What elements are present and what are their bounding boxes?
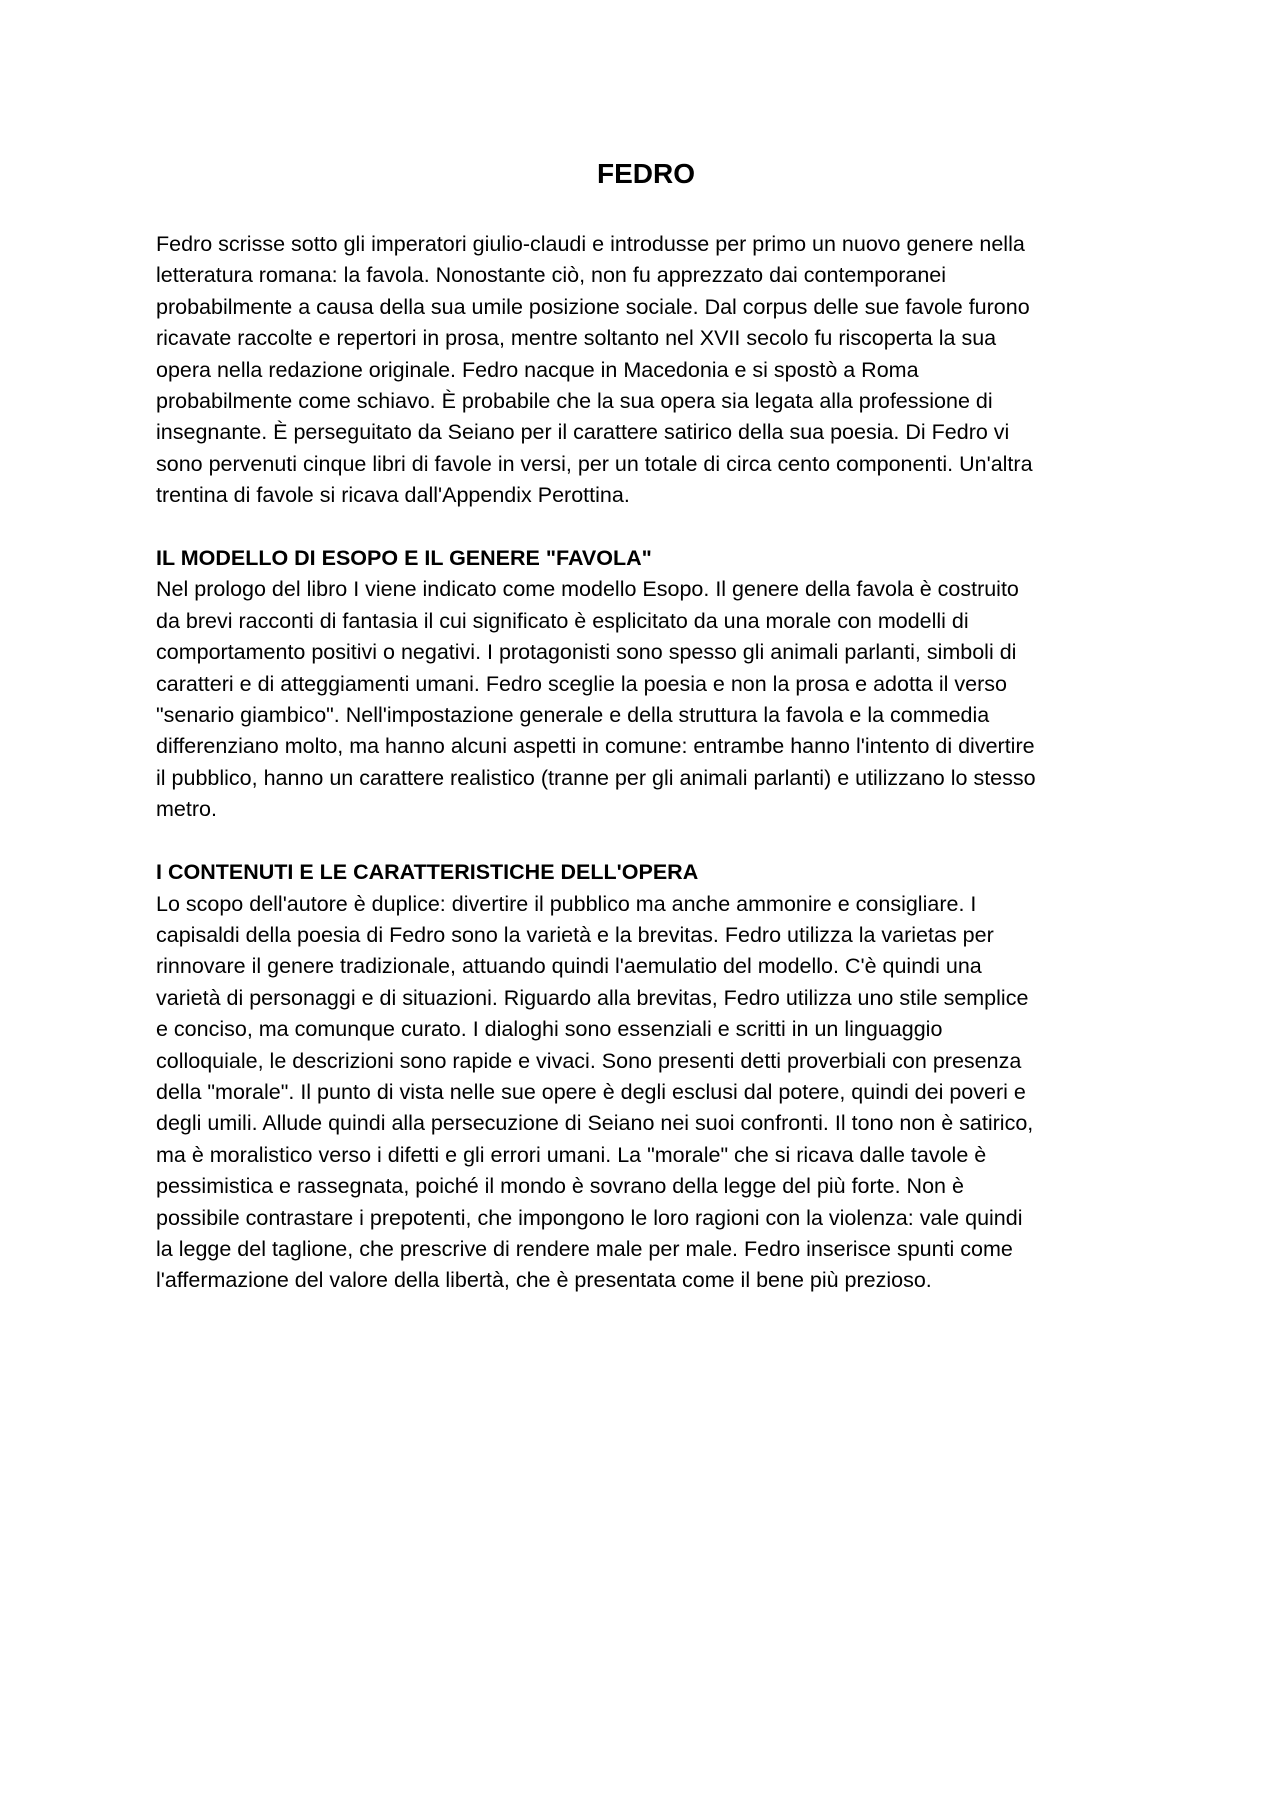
text-line: insegnante. È perseguitato da Seiano per il carattere satirico della sua poesia. Di Fedro vi — [156, 420, 1010, 445]
section-heading: I CONTENUTI E LE CARATTERISTICHE DELL'OPERA — [156, 860, 699, 885]
text-line: e conciso, ma comunque curato. I dialoghi sono essenziali e scritti in un linguaggio — [156, 1017, 943, 1042]
text-line: capisaldi della poesia di Fedro sono la varietà e la brevitas. Fedro utilizza la varietas per — [156, 922, 994, 947]
text-line: l'affermazione del valore della libertà, che è presentata come il bene più prezioso. — [156, 1268, 932, 1293]
text-line: della "morale". Il punto di vista nelle sue opere è degli esclusi dal potere, quindi dei poveri e — [156, 1079, 1026, 1104]
intro-paragraph — [156, 229, 1136, 512]
text-line: ma è moralistico verso i difetti e gli errori umani. La "morale" che si ricava dalle tavole è — [156, 1142, 987, 1167]
section-paragraph — [156, 889, 1136, 1297]
text-line: probabilmente come schiavo. È probabile che la sua opera sia legata alla professione di — [156, 389, 993, 414]
text-line: il pubblico, hanno un carattere realistico (tranne per gli animali parlanti) e utilizzano lo stesso — [156, 765, 1036, 790]
text-line: differenziano molto, ma hanno alcuni aspetti in comune: entrambe hanno l'intento di divertire — [156, 734, 1035, 759]
document-title: FEDRO — [597, 158, 695, 189]
text-line: colloquiale, le descrizioni sono rapide e vivaci. Sono presenti detti proverbiali con presenza — [156, 1048, 1022, 1073]
text-line: Nel prologo del libro I viene indicato come modello Esopo. Il genere della favola è costruito — [156, 577, 1019, 602]
text-line: trentina di favole si ricava dall'Appendix Perottina. — [156, 483, 630, 508]
document-body — [156, 154, 1136, 1297]
text-line: letteratura romana: la favola. Nonostante ciò, non fu apprezzato dai contemporanei — [156, 263, 947, 288]
text-line: pessimistica e rassegnata, poiché il mondo è sovrano della legge del più forte. Non è — [156, 1174, 964, 1199]
text-line: opera nella redazione originale. Fedro nacque in Macedonia e si spostò a Roma — [156, 357, 919, 382]
text-line: rinnovare il genere tradizionale, attuando quindi l'aemulatio del modello. C'è quindi una — [156, 954, 982, 979]
text-line: sono pervenuti cinque libri di favole in versi, per un totale di circa cento componenti. Un'altra — [156, 451, 1033, 476]
section-paragraph — [156, 574, 1136, 825]
text-line: probabilmente a causa della sua umile posizione sociale. Dal corpus delle sue favole furono — [156, 294, 1030, 319]
text-line: Lo scopo dell'autore è duplice: divertire il pubblico ma anche ammonire e consigliare. I — [156, 891, 977, 916]
section-contenuti-caratteristiche — [156, 857, 1136, 1297]
text-line: Fedro scrisse sotto gli imperatori giulio-claudi e introdusse per primo un nuovo genere nella — [156, 232, 1025, 256]
text-line: ricavate raccolte e repertori in prosa, mentre soltanto nel XVII secolo fu riscoperta la sua — [156, 326, 997, 351]
text-line: comportamento positivi o negativi. I protagonisti sono spesso gli animali parlanti, simboli di — [156, 640, 1017, 665]
text-line: possibile contrastare i prepotenti, che impongono le loro ragioni con la violenza: vale quindi — [156, 1205, 1023, 1230]
text-line: "senario giambico". Nell'impostazione generale e della struttura la favola e la commedia — [156, 703, 990, 728]
text-line: la legge del taglione, che prescrive di rendere male per male. Fedro inserisce spunti come — [156, 1236, 1013, 1261]
text-line: degli umili. Allude quindi alla persecuzione di Seiano nei suoi confronti. Il tono non è satirico, — [156, 1111, 1034, 1136]
text-line: caratteri e di atteggiamenti umani. Fedro sceglie la poesia e non la prosa e adotta il verso — [156, 671, 1007, 696]
text-line: varietà di personaggi e di situazioni. Riguardo alla brevitas, Fedro utilizza uno stile semplice — [156, 985, 1029, 1010]
section-heading: IL MODELLO DI ESOPO E IL GENERE "FAVOLA" — [156, 546, 652, 571]
text-line: metro. — [156, 797, 217, 822]
text-line: da brevi racconti di fantasia il cui significato è esplicitato da una morale con modelli di — [156, 608, 969, 633]
section-modello-esopo — [156, 543, 1136, 826]
